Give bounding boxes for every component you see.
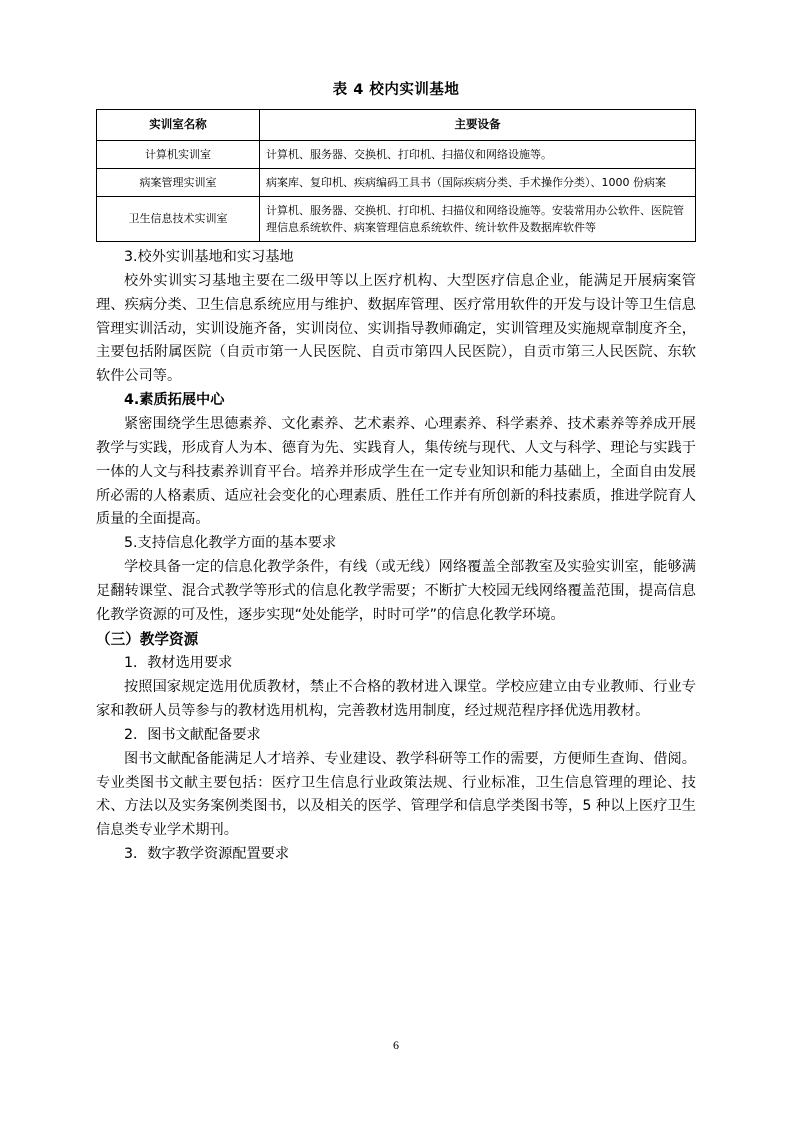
subheading-textbook-selection: 1．教材选用要求 xyxy=(124,655,233,672)
paragraph-informatization: 学校具备一定的信息化教学条件，有线（或无线）网络覆盖全部教室及实验实训室，能够满足翻转课堂、混合式教学等形式的信息化教学需要；不断扩大校园无线网络覆盖范围，提高信息化教学资源的可及性，逐步实现“处处能学，时时可学”的信息化教学环境。 xyxy=(96,559,696,623)
subheading-digital-resources: 3．数字教学资源配置要求 xyxy=(124,846,290,863)
table-row xyxy=(97,140,696,168)
table-header xyxy=(97,110,696,141)
cell-room-name: 计算机实训室 xyxy=(97,140,260,168)
cell-room-name: 卫生信息技术实训室 xyxy=(97,196,260,241)
cell-room-name: 病案管理实训室 xyxy=(97,168,260,196)
subheading-offcampus-base: 3.校外实训基地和实习基地 xyxy=(124,249,294,265)
subheading-informatization: 5.支持信息化教学方面的基本要求 xyxy=(124,535,337,552)
subheading-library-resources: 2．图书文献配备要求 xyxy=(124,726,261,743)
subheading-quality-center: 4.素质拓展中心 xyxy=(124,392,225,409)
section-heading-teaching-resources: （三）教学资源 xyxy=(96,630,199,648)
page-number: 6 xyxy=(393,1038,399,1052)
paragraph-textbook-selection: 按照国家规定选用优质教材，禁止不合格的教材进入课堂。学校应建立由专业教师、行业专家和教研人员等参与的教材选用机构，完善教材选用制度，经过规范程序择优选用教材。 xyxy=(96,679,696,719)
table-section xyxy=(96,78,696,242)
paragraph-library-resources: 图书文献配备能满足人才培养、专业建设、教学科研等工作的需要，方便师生查询、借阅。专业类图书文献主要包括：医疗卫生信息行业政策法规、行业标准，卫生信息管理的理论、技术、方法以及实务案例类图书，以及相关的医学、管理学和信息学类图书等，5 种以上医疗卫生信息类专业学术期刊。 xyxy=(96,750,696,839)
column-header-equipment: 主要设备 xyxy=(260,110,696,141)
paragraph-quality-center: 紧密围绕学生思德素养、文化素养、艺术素养、心理素养、科学素养、技术素养等养成开展教学与实践，形成育人为本、德育为先、实践育人，集传统与现代、人文与科学、理论与实践于一体的人文与科技素养训育平台。培养并形成学生在一定专业知识和能力基础上，全面自由发展所必需的人格素质、适应社会变化的心理素质、胜任工作并有所创新的科技素质，推进学院育人质量的全面提高。 xyxy=(96,416,696,528)
page-content xyxy=(96,78,696,867)
campus-training-base-table xyxy=(96,109,696,242)
cell-equipment: 病案库、复印机、疾病编码工具书（国际疾病分类、手术操作分类）、1000 份病案 xyxy=(260,168,696,196)
table-body xyxy=(97,140,696,241)
table-caption: 表 4 校内实训基地 xyxy=(332,82,460,98)
table-row xyxy=(97,196,696,241)
cell-equipment: 计算机、服务器、交换机、打印机、扫描仪和网络设施等。 xyxy=(260,140,696,168)
paragraph-offcampus-base: 校外实训实习基地主要在二级甲等以上医疗机构、大型医疗信息企业，能满足开展病案管理、疾病分类、卫生信息系统应用与维护、数据库管理、医疗常用软件的开发与设计等卫生信息管理实训活动，实训设施齐备，实训岗位、实训指导教师确定，实训管理及实施规章制度齐全，主要包括附属医院（自贡市第一人民医院、自贡市第四人民医院），自贡市第三人民医院、东软软件公司等。 xyxy=(96,272,696,385)
cell-equipment: 计算机、服务器、交换机、打印机、扫描仪和网络设施等。安装常用办公软件、医院管理信息系统软件、病案管理信息系统软件、统计软件及数据库软件等 xyxy=(260,196,696,241)
column-header-name: 实训室名称 xyxy=(97,110,260,141)
table-header-row xyxy=(97,110,696,141)
table-row xyxy=(97,168,696,196)
